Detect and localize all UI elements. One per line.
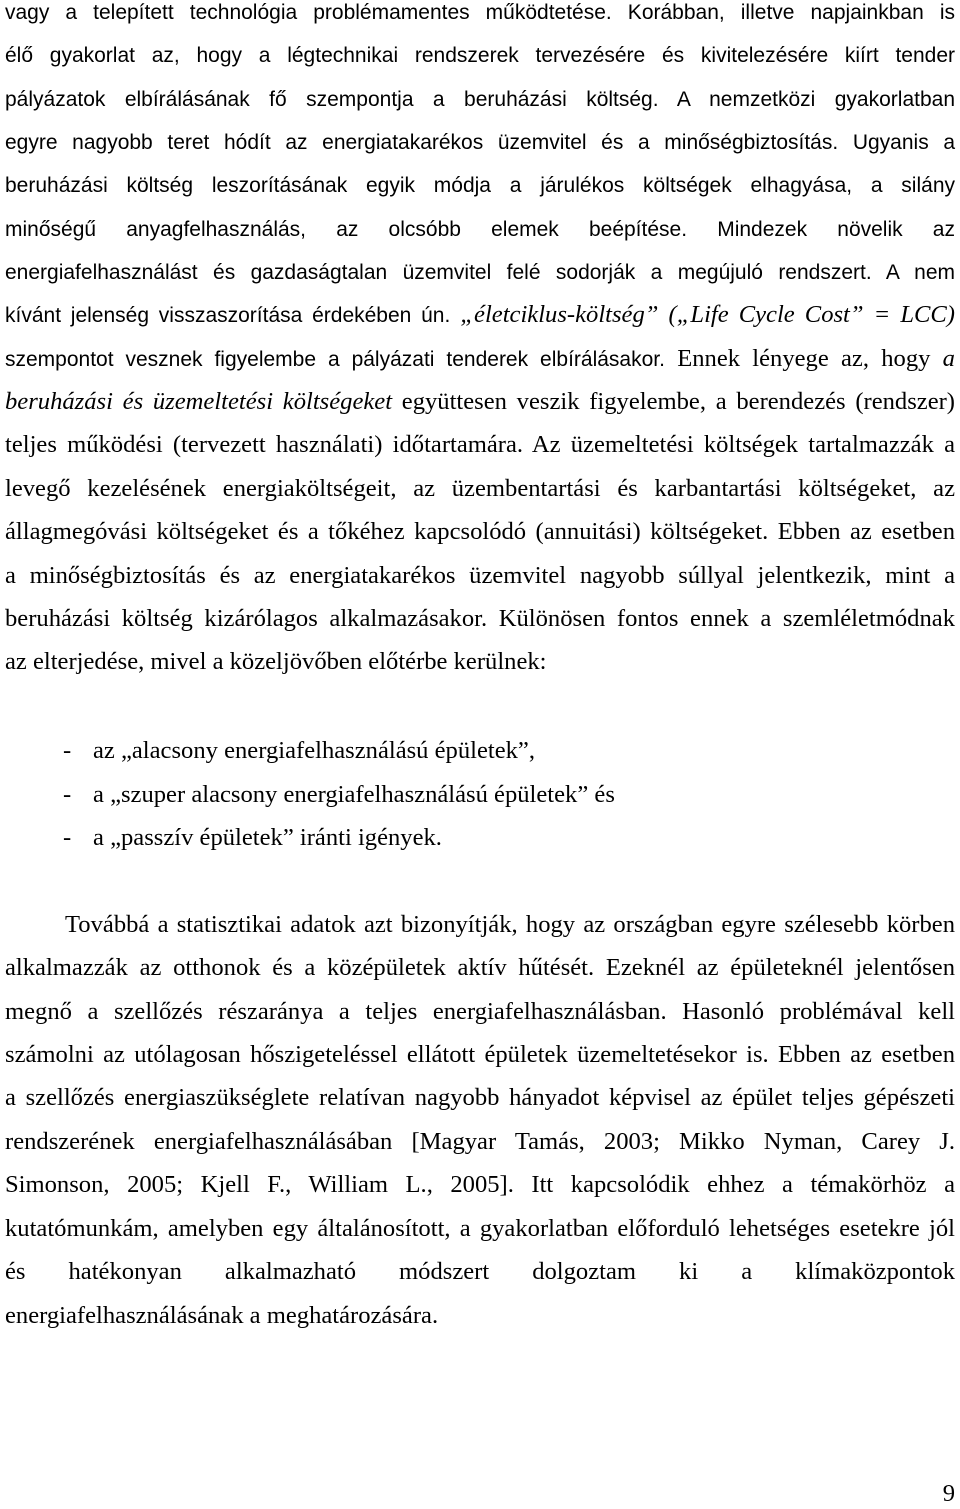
- line-text: minőségű anyagfelhasználás, az olcsóbb elemek beépítése. Mindezek növelik az: [5, 218, 955, 241]
- line-text: pályázatok elbírálásának fő szempontja a beruházási költség. A nemzetközi gyakorlatban: [5, 88, 955, 111]
- line-text: számolni az utólagosan hőszigeteléssel ellátott épületek üzemeltetésekor is. Ebben az esetben: [5, 1041, 955, 1068]
- line-text: az elterjedése, mivel a közeljövőben előtérbe kerülnek:: [5, 648, 547, 675]
- line-text: vagy a telepített technológia problémamentes működtetése. Korábban, illetve napjainkban is: [5, 1, 955, 24]
- paragraph-line: [5, 1301, 955, 1331]
- paragraph-line: [5, 257, 955, 287]
- paragraph-line: [5, 997, 955, 1027]
- page-number: 9: [942, 1480, 955, 1507]
- line-text: energiafelhasználást és gazdaságtalan üzemvitel felé sodorják a megújuló rendszert. A nem: [5, 261, 955, 284]
- line-text: beruházási költség leszorításának egyik módja a járulékos költségek elhagyása, a silány: [5, 174, 955, 197]
- paragraph-line: [5, 474, 955, 504]
- list-item-text: a „szuper alacsony energiafelhasználású épületek” és: [93, 781, 615, 808]
- line-text: a minőségbiztosítás és az energiatakarékos üzemvitel nagyobb súllyal jelentkezik, mint a: [5, 562, 955, 589]
- list-item: [63, 736, 955, 766]
- paragraph-line: [5, 517, 955, 547]
- line-text: kívánt jelenség visszaszorítása érdekében ún.: [5, 304, 451, 327]
- paragraph-line: [5, 604, 955, 634]
- list-item: [63, 780, 955, 810]
- line-text: állagmegóvási költségeket és a tőkéhez kapcsolódó (annuitási) költségeket. Ebben az esetben: [5, 518, 955, 545]
- line-text: szempontot vesznek figyelembe a pályázati tenderek elbírálásakor.: [5, 348, 665, 371]
- list-item-text: a „passzív épületek” iránti igények.: [93, 824, 442, 851]
- line-text: Továbbá a statisztikai adatok azt bizonyítják, hogy az országban egyre szélesebb körben: [65, 911, 955, 938]
- paragraph-line: [5, 1257, 955, 1287]
- line-text: beruházási költség kizárólagos alkalmazásakor. Különösen fontos ennek a szemléletmódnak: [5, 605, 955, 632]
- paragraph-line: [5, 1170, 955, 1200]
- paragraph-line: [5, 1127, 955, 1157]
- line-text: levegő kezelésének energiaköltségeit, az üzembentartási és karbantartási költségeket, az: [5, 475, 955, 502]
- line-text: alkalmazzák az otthonok és a középületek aktív hűtését. Ezeknél az épületeknél jelentősen: [5, 954, 955, 981]
- paragraph-line: [5, 84, 955, 114]
- paragraph-line: [5, 40, 955, 70]
- paragraph-line: [5, 214, 955, 244]
- paragraph-line: [5, 170, 955, 200]
- paragraph-line: [5, 300, 955, 330]
- line-text: rendszerének energiafelhasználásában [Magyar Tamás, 2003; Mikko Nyman, Carey J.: [5, 1128, 955, 1155]
- list-marker: -: [63, 781, 72, 808]
- list-item: [63, 823, 955, 853]
- paragraph-line: [5, 953, 955, 983]
- line-text: Ennek lényege az, hogy: [677, 345, 931, 372]
- paragraph-line: [5, 1083, 955, 1113]
- list-marker: -: [63, 824, 72, 851]
- paragraph-line: [5, 127, 955, 157]
- line-text: egyre nagyobb teret hódít az energiatakarékos üzemvitel és a minőségbiztosítás. Ugyanis a: [5, 131, 955, 154]
- list-item-text: az „alacsony energiafelhasználású épületek”,: [93, 737, 535, 764]
- paragraph-line: [5, 387, 955, 417]
- paragraph-line: [5, 561, 955, 591]
- italic-term: a: [942, 345, 955, 372]
- line-text: együttesen veszik figyelembe, a berendezés (rendszer): [401, 388, 955, 415]
- line-text: teljes működési (tervezett használati) időtartamára. Az üzemeltetési költségek tartalmazzák a: [5, 431, 955, 458]
- italic-term: „életciklus-költség” („Life Cycle Cost” = LCC): [460, 301, 955, 328]
- paragraph-line: [5, 910, 955, 940]
- paragraph-line: [5, 0, 955, 27]
- line-text: és hatékonyan alkalmazható módszert dolgoztam ki a klímaközpontok: [5, 1258, 955, 1285]
- italic-term: beruházási és üzemeltetési költségeket: [5, 388, 393, 415]
- line-text: kutatómunkám, amelyben egy általánosított, a gyakorlatban előforduló lehetséges esetekre jól: [5, 1215, 955, 1242]
- list-marker: -: [63, 737, 72, 764]
- line-text: megnő a szellőzés részaránya a teljes energiafelhasználásban. Hasonló problémával kell: [5, 998, 955, 1025]
- line-text: élő gyakorlat az, hogy a légtechnikai rendszerek tervezésére és kivitelezésére kiírt tender: [5, 44, 955, 67]
- line-text: energiafelhasználásának a meghatározására.: [5, 1302, 439, 1329]
- paragraph-line: [5, 1214, 955, 1244]
- paragraph-line: [5, 430, 955, 460]
- paragraph-line: [5, 647, 955, 677]
- line-text: Simonson, 2005; Kjell F., William L., 2005]. Itt kapcsolódik ehhez a témakörhöz a: [5, 1171, 955, 1198]
- line-text: a szellőzés energiaszükséglete relatívan nagyobb hányadot képvisel az épület teljes gépészeti: [5, 1084, 955, 1111]
- paragraph-line: [5, 1040, 955, 1070]
- paragraph-line: [5, 344, 955, 374]
